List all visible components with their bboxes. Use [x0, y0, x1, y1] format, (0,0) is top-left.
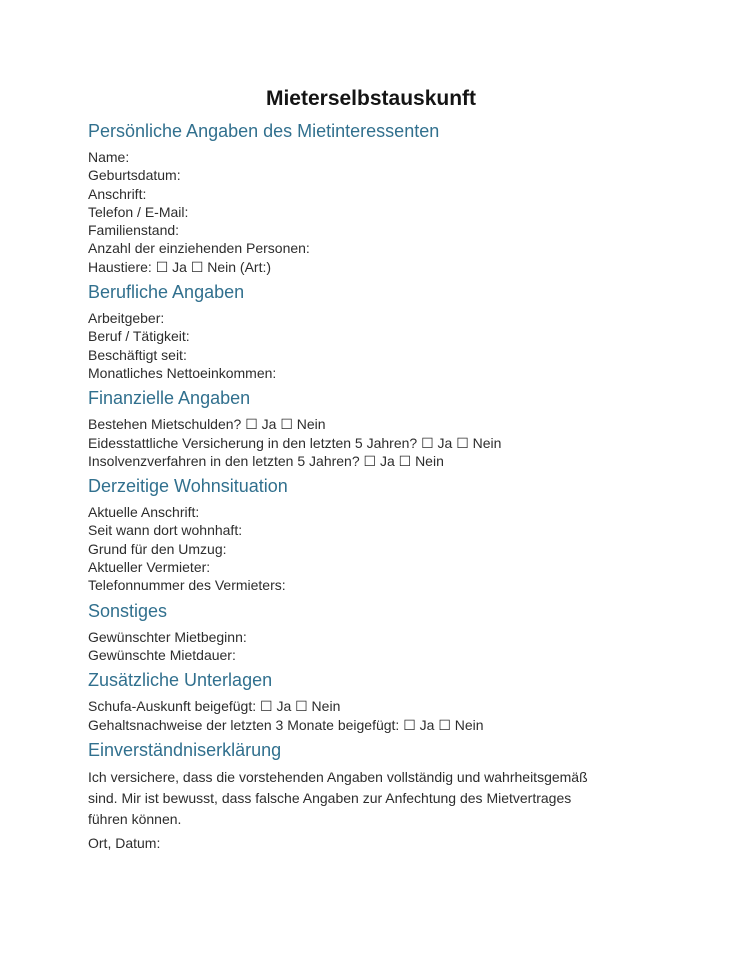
- declaration-line: sind. Mir ist bewusst, dass falsche Angaben zur Anfechtung des Mietvertrages: [88, 789, 572, 806]
- form-line-current-address: Aktuelle Anschrift:: [88, 504, 200, 521]
- form-line-employer: Arbeitgeber:: [88, 310, 165, 327]
- section-block-additional-documents: [88, 697, 654, 734]
- section-block-current-housing: [88, 503, 654, 594]
- form-line-current-landlord: Aktueller Vermieter:: [88, 559, 211, 576]
- section-heading-additional-documents: Zusätzliche Unterlagen: [88, 670, 273, 691]
- declaration-line: führen können.: [88, 810, 182, 827]
- form-line-desired-rental-duration: Gewünschte Mietdauer:: [88, 646, 236, 663]
- section-miscellaneous: [88, 601, 654, 665]
- form-line-address: Anschrift:: [88, 185, 147, 202]
- form-line-phone-email: Telefon / E-Mail:: [88, 203, 189, 220]
- form-line-schufa-checkboxes: Schufa-Auskunft beigefügt: ☐ Ja ☐ Nein: [88, 698, 341, 715]
- section-consent-declaration: [88, 740, 654, 854]
- form-line-place-date: Ort, Datum:: [88, 834, 161, 851]
- section-financial-info: [88, 388, 654, 470]
- form-line-salary-proof-checkboxes: Gehaltsnachweise der letzten 3 Monate beigefügt: ☐ Ja ☐ Nein: [88, 716, 484, 733]
- section-heading-consent-declaration: Einverständniserklärung: [88, 739, 282, 760]
- form-line-name: Name:: [88, 149, 130, 165]
- form-line-pets-checkboxes: Haustiere: ☐ Ja ☐ Nein (Art:): [88, 258, 272, 275]
- declaration-line: Ich versichere, dass die vorstehenden Angaben vollständig und wahrheitsgemäß: [88, 768, 588, 785]
- form-line-employed-since: Beschäftigt seit:: [88, 346, 187, 363]
- section-employment-info: [88, 282, 654, 382]
- section-heading-financial-info: Finanzielle Angaben: [88, 388, 251, 409]
- form-line-number-of-persons: Anzahl der einziehenden Personen:: [88, 240, 310, 257]
- declaration-paragraph: [88, 767, 654, 830]
- section-current-housing: [88, 476, 654, 594]
- form-line-insolvency-checkboxes: Insolvenzverfahren in den letzten 5 Jahren? ☐ Ja ☐ Nein: [88, 452, 444, 469]
- section-heading-miscellaneous: Sonstiges: [88, 600, 168, 621]
- form-line-occupation: Beruf / Tätigkeit:: [88, 328, 190, 345]
- form-line-rent-debts-checkboxes: Bestehen Mietschulden? ☐ Ja ☐ Nein: [88, 416, 326, 433]
- form-line-resident-since: Seit wann dort wohnhaft:: [88, 522, 243, 539]
- section-block-personal-info: [88, 148, 654, 276]
- section-heading-employment-info: Berufliche Angaben: [88, 282, 245, 303]
- form-line-affidavit-checkboxes: Eidesstattliche Versicherung in den letzten 5 Jahren? ☐ Ja ☐ Nein: [88, 434, 502, 451]
- section-heading-current-housing: Derzeitige Wohnsituation: [88, 476, 288, 497]
- section-block-financial-info: [88, 415, 654, 470]
- form-line-desired-rental-start: Gewünschter Mietbeginn:: [88, 628, 247, 645]
- section-additional-documents: [88, 670, 654, 734]
- form-line-net-income: Monatliches Nettoeinkommen:: [88, 364, 277, 381]
- form-line-landlord-phone: Telefonnummer des Vermieters:: [88, 577, 286, 594]
- form-line-marital-status: Familienstand:: [88, 222, 180, 239]
- form-line-birthdate: Geburtsdatum:: [88, 167, 181, 184]
- section-block-miscellaneous: [88, 628, 654, 665]
- section-personal-info: [88, 121, 654, 276]
- section-heading-personal-info: Persönliche Angaben des Mietinteressenten: [88, 121, 440, 141]
- document-title: Mieterselbstauskunft: [265, 87, 477, 110]
- form-line-reason-for-moving: Grund für den Umzug:: [88, 540, 227, 557]
- section-block-employment-info: [88, 309, 654, 382]
